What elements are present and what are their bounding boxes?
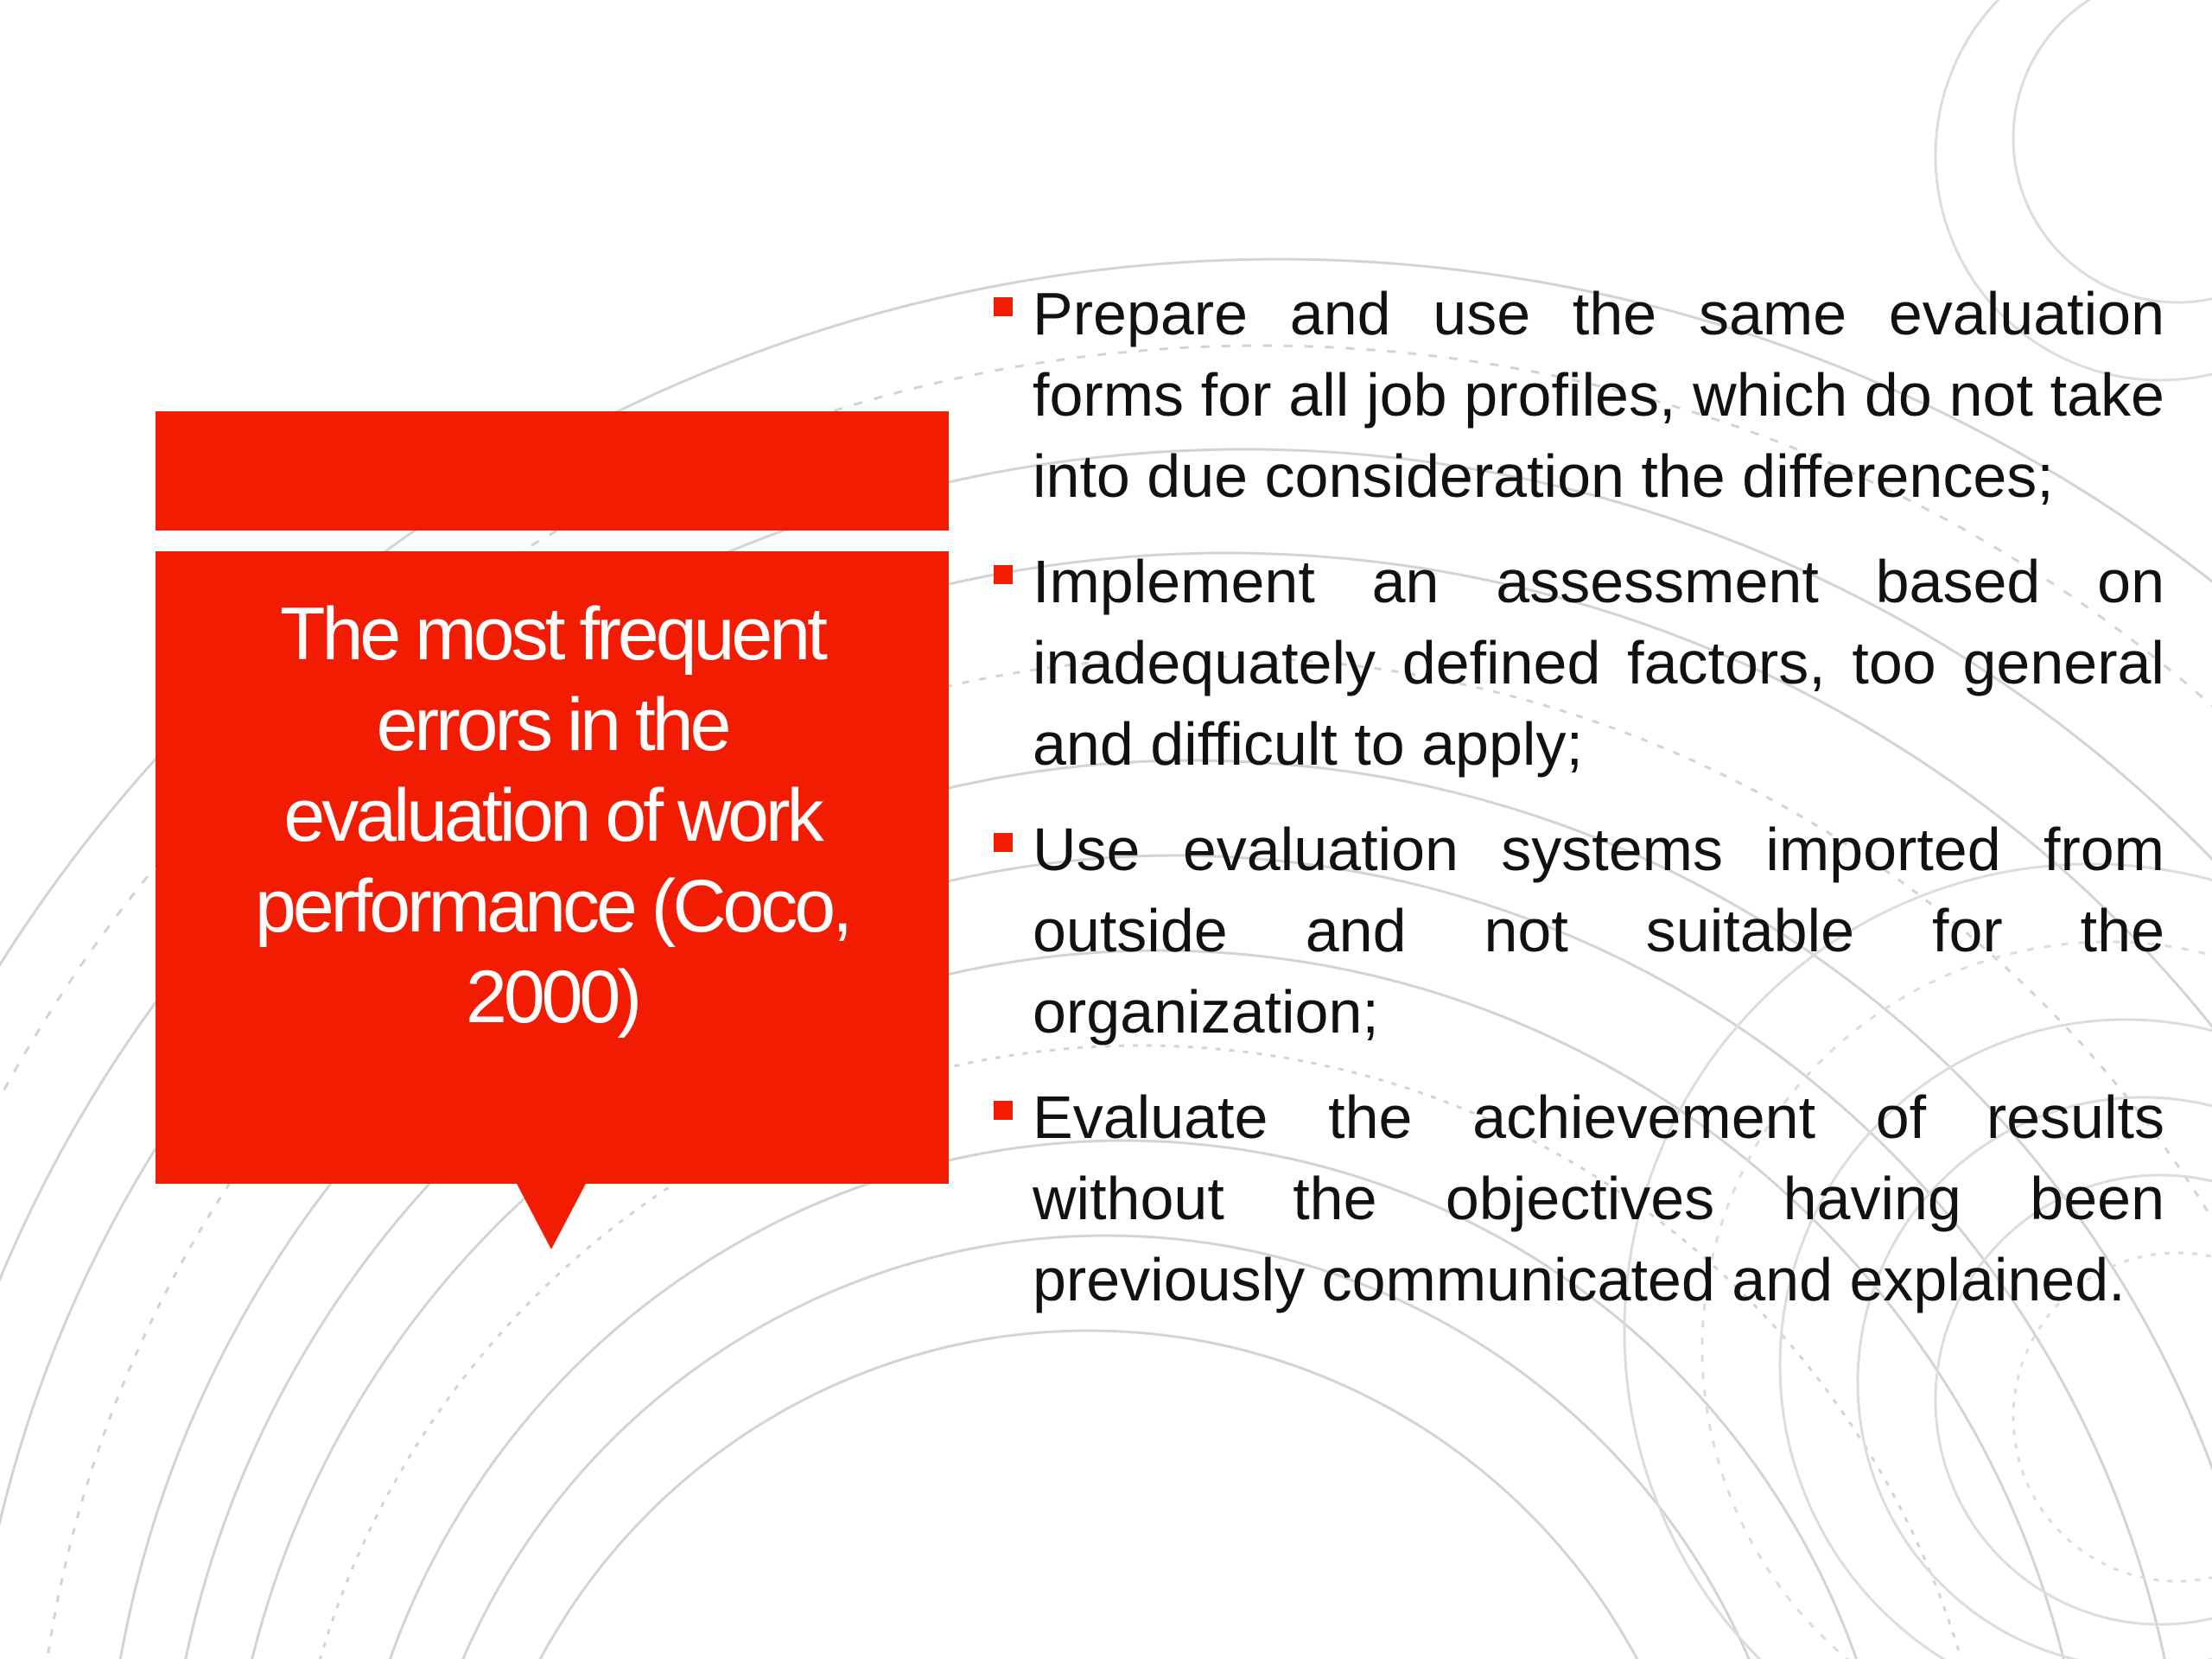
title-accent-bar: [156, 411, 949, 531]
bullet-item: [994, 809, 2164, 1052]
bullet-text: Use evaluation systems imported from outside and not suitable for the organization;: [1033, 816, 2164, 1046]
title-box: [156, 551, 949, 1184]
title-box-pointer: [517, 1184, 586, 1249]
red-square-bullet-icon: [994, 833, 1013, 852]
bullet-item: [994, 1077, 2164, 1320]
content-area: [994, 273, 2164, 1344]
bullet-item: [994, 541, 2164, 785]
red-square-bullet-icon: [994, 565, 1013, 584]
bullet-text: Implement an assessment based on inadequately defined factors, too general and difficult to apply;: [1033, 548, 2164, 778]
bullet-text: Evaluate the achievement of results without the objectives having been previously communicated and explained.: [1033, 1084, 2164, 1313]
slide-title: The most frequent errors in the evaluation of work performance (Coco, 2000): [255, 592, 849, 1039]
red-square-bullet-icon: [994, 1101, 1013, 1120]
red-square-bullet-icon: [994, 297, 1013, 316]
bullet-text: Prepare and use the same evaluation forms for all job profiles, which do not take into due consideration the differences;: [1033, 280, 2164, 510]
bullet-item: [994, 273, 2164, 517]
bullet-list: [994, 273, 2164, 1320]
